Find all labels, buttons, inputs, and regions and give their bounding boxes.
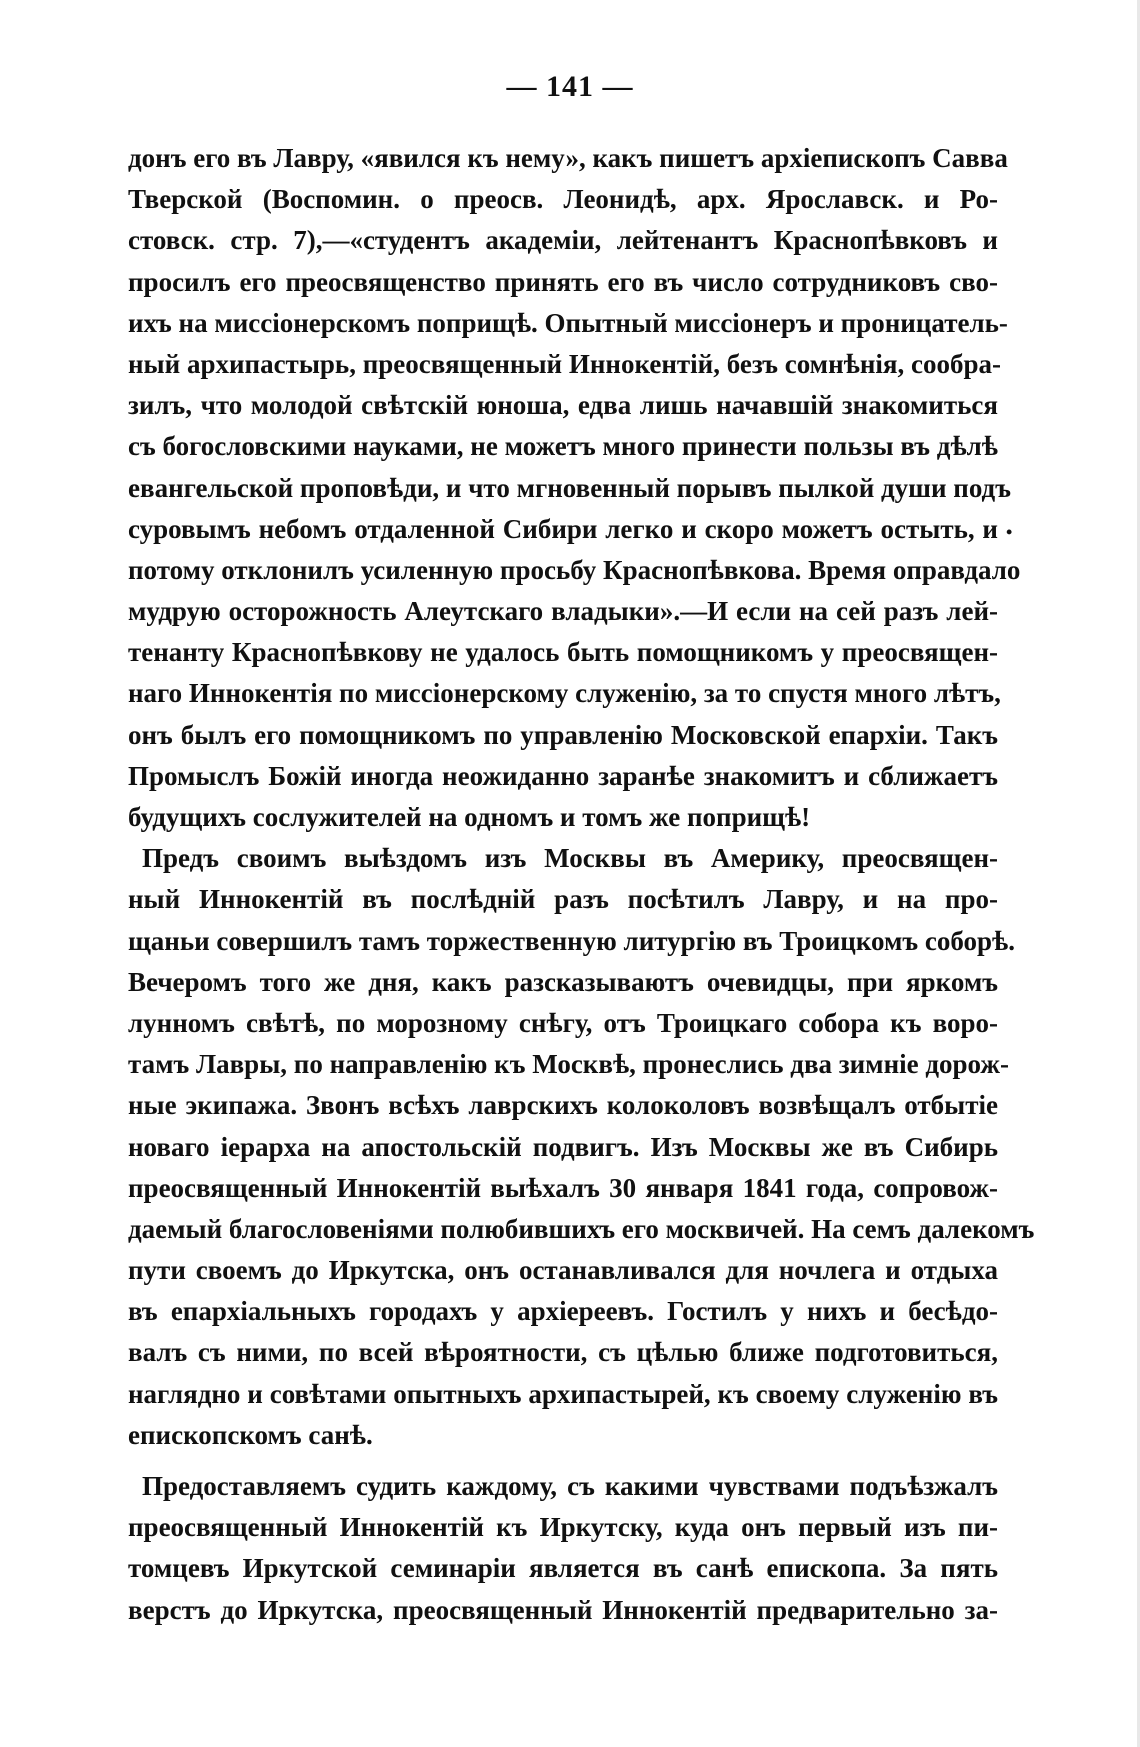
paragraph-1 (128, 138, 1021, 838)
text-line: преосвященный Иннокентій выѣхалъ 30 января 1841 года, сопровож- (128, 1172, 998, 1203)
margin-dot: • (1006, 522, 1013, 542)
text-line: даемый благословеніями полюбившихъ его москвичей. На семъ далекомъ (128, 1213, 1035, 1244)
text-line: онъ былъ его помощникомъ по управленію Московской епархіи. Такъ (128, 719, 998, 750)
text-line: донъ его въ Лавру, «явился къ нему», какъ пишетъ архіепископъ Савва (128, 143, 1008, 173)
body-text (128, 138, 1035, 1631)
text-line: новаго іерарха на апостольскій подвигъ. Изъ Москвы же въ Сибирь (128, 1131, 998, 1162)
text-line: Предоставляемъ судить каждому, съ какими чувствами подъѣзжалъ (142, 1471, 998, 1501)
text-line: Тверской (Воспомин. о преосв. Леонидѣ, арх. Ярославск. и Ро- (128, 184, 998, 215)
text-line: въ епархіальныхъ городахъ у архіереевъ. Гостилъ у нихъ и бесѣдо- (128, 1296, 998, 1327)
text-line: лунномъ свѣтѣ, по морозному снѣгу, отъ Троицкаго собора къ воро- (128, 1007, 998, 1038)
text-line: евангельской проповѣди, и что мгновенный порывъ пылкой души подъ (128, 472, 1011, 503)
paragraph-spacer (128, 1456, 998, 1466)
text-line: томцевъ Иркутской семинаріи является въ санѣ епископа. За пять (128, 1553, 998, 1584)
text-line: потому отклонилъ усиленную просьбу Краснопѣвкова. Время оправдало (128, 554, 1021, 585)
text-line: епископскомъ санѣ. (128, 1419, 373, 1450)
text-line: пути своемъ до Иркутска, онъ останавливался для ночлега и отдыха (128, 1255, 998, 1286)
text-line: просилъ его преосвященство принять его въ число сотрудниковъ сво- (128, 266, 998, 297)
text-line: наго Иннокентія по миссіонерскому служенію, за то спустя много лѣтъ, (128, 678, 1001, 709)
text-line: ные экипажа. Звонъ всѣхъ лаврскихъ колоколовъ возвѣщалъ отбытіе (128, 1090, 998, 1121)
text-line: мудрую осторожность Алеутскаго владыки».—И если на сей разъ лей- (128, 596, 998, 627)
text-line: щаньи совершилъ тамъ торжественную литургію въ Троицкомъ соборѣ. (128, 925, 1016, 956)
text-line: верстъ до Иркутска, преосвященный Иннокентій предварительно за- (128, 1594, 998, 1625)
text-line: будущихъ сослужителей на одномъ и томъ же поприщѣ! (128, 802, 811, 832)
text-line: преосвященный Иннокентій къ Иркутску, куда онъ первый изъ пи- (128, 1512, 998, 1543)
text-line: тенанту Краснопѣвкову не удалось быть помощникомъ у преосвящен- (128, 637, 998, 668)
text-line: Вечеромъ того же дня, какъ разсказываютъ очевидцы, при яркомъ (128, 966, 998, 997)
paragraph-2 (128, 838, 1035, 1456)
paragraph-3 (128, 1466, 998, 1631)
text-line: зилъ, что молодой свѣтскій юноша, едва лишь начавшій знакомиться (128, 390, 998, 421)
text-line: тамъ Лавры, по направленію къ Москвѣ, пронеслись два зимніе дорож- (128, 1049, 1009, 1080)
text-line: Предъ своимъ выѣздомъ изъ Москвы въ Америку, преосвящен- (142, 843, 998, 874)
text-line: валъ съ ними, по всей вѣроятности, съ цѣлью ближе подготовиться, (128, 1337, 998, 1368)
text-line: ный Иннокентій въ послѣдній разъ посѣтилъ Лавру, и на про- (128, 884, 998, 915)
text-line: наглядно и совѣтами опытныхъ архипастырей, къ своему служенію въ (128, 1378, 998, 1409)
text-line: суровымъ небомъ отдаленной Сибири легко и скоро можетъ остыть, и (128, 513, 998, 544)
text-line: ихъ на миссіонерскомъ поприщѣ. Опытный миссіонеръ и проницатель- (128, 307, 1008, 338)
text-line: стовск. стр. 7),—«студентъ академіи, лейтенантъ Краснопѣвковъ и (128, 225, 998, 256)
text-line: съ богословскими науками, не можетъ много принести пользы въ дѣлѣ (128, 431, 998, 462)
text-line: Промыслъ Божій иногда неожиданно заранѣе знакомитъ и сближаетъ (128, 760, 998, 791)
page-number: — 141 — (506, 70, 634, 103)
text-line: ный архипастырь, преосвященный Иннокентій, безъ сомнѣнія, сообра- (128, 348, 1001, 379)
